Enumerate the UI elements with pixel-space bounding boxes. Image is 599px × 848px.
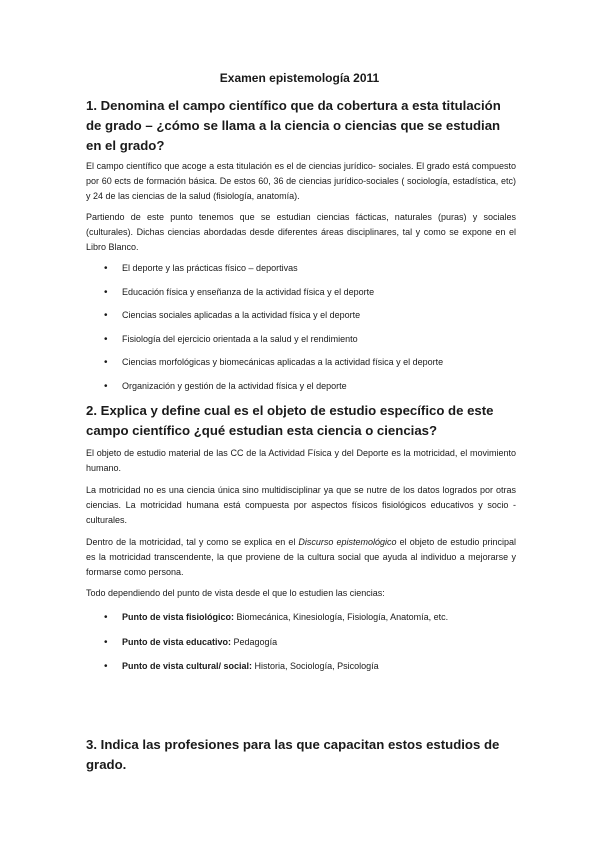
list-item: • Punto de vista educativo: Pedagogía <box>104 636 278 648</box>
q2-paragraph-3: Dentro de la motricidad, tal y como se explica en el Discurso epistemológico el objeto de estudio principal es la motricidad transcendente, la que proviene de la cultura social que ayuda al individuo a mejorarse y formarse como persona. <box>86 537 516 577</box>
bullet-icon: • <box>104 286 108 298</box>
document-title: Examen epistemología 2011 <box>219 71 380 85</box>
q1-paragraph-1: El campo científico que acoge a esta titulación es el de ciencias jurídico- sociales. El grado está compuesto por 60 ects de formación básica. De estos 60, 36 de ciencias jurídico-sociales ( sociología, estadística, etc) y 24 de las ciencias de la salud (fisiología, anatomía). <box>86 161 516 201</box>
q2-paragraph-4: Todo dependiendo del punto de vista desde el que lo estudien las ciencias: <box>86 588 385 598</box>
bullet-icon: • <box>104 357 108 368</box>
bullet-icon: • <box>104 661 108 672</box>
q2-bullet-list <box>86 610 516 684</box>
list-item: • Organización y gestión de la actividad física y el deporte <box>104 380 347 392</box>
question-1-heading: 1. Denomina el campo científico que da cobertura a esta titulación de grado – ¿cómo se llama a la ciencia o ciencias que se estudian en el grado? <box>86 98 501 153</box>
list-item: • Fisiología del ejercicio orientada a la salud y el rendimiento <box>104 333 358 345</box>
q2-paragraph-2: La motricidad no es una ciencia única sino multidisciplinar ya que se nutre de los datos logrados por otras ciencias. La motricidad humana está compuesta por aspectos físicos fisiológicos educativos y socio - culturales. <box>86 485 516 525</box>
bullet-icon: • <box>104 636 108 648</box>
bullet-icon: • <box>104 310 108 321</box>
q1-bullet-list <box>86 261 516 402</box>
list-item: • Ciencias sociales aplicadas a la actividad física y el deporte <box>104 310 361 321</box>
list-item: • Educación física y enseñanza de la actividad física y el deporte <box>104 286 375 298</box>
list-item: • Punto de vista cultural/ social: Historia, Sociología, Psicología <box>104 661 379 672</box>
question-3-heading: 3. Indica las profesiones para las que capacitan estos estudios de grado. <box>86 737 500 772</box>
bullet-icon: • <box>104 333 108 345</box>
bullet-icon: • <box>104 612 108 623</box>
q2-paragraph-1: El objeto de estudio material de las CC de la Actividad Física y del Deporte es la motricidad, el movimiento humano. <box>86 448 516 473</box>
bullet-icon: • <box>104 380 108 392</box>
cited-work: Discurso epistemológico <box>298 537 397 547</box>
q1-paragraph-2: Partiendo de este punto tenemos que se estudian ciencias fácticas, naturales (puras) y sociales (culturales). Dichas ciencias abordadas desde diferentes áreas disciplinares, tal y como se expone en el Libro Blanco. <box>86 212 516 252</box>
bullet-icon: • <box>104 263 108 274</box>
question-2-heading: 2. Explica y define cual es el objeto de estudio específico de este campo científico ¿qué estudian esta ciencia o ciencias? <box>86 403 494 438</box>
list-item: • El deporte y las prácticas físico – deportivas <box>104 263 298 274</box>
list-item: • Punto de vista fisiológico: Biomecánica, Kinesiología, Fisiología, Anatomía, etc. <box>104 612 449 623</box>
list-item: • Ciencias morfológicas y biomecánicas aplicadas a la actividad física y el deporte <box>104 357 444 368</box>
